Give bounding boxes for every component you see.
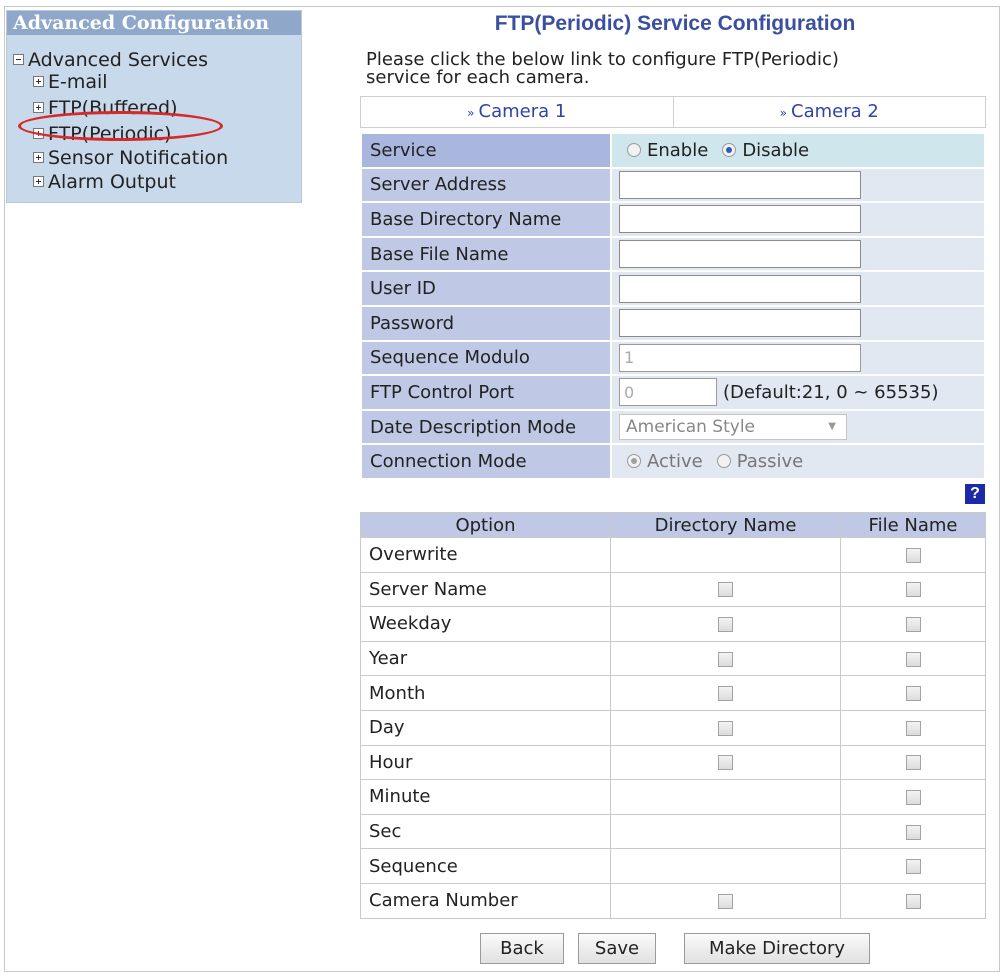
connection-active-label: Active — [647, 451, 703, 473]
options-header-row — [361, 513, 986, 538]
sidebar-item-label: Alarm Output — [48, 171, 176, 193]
service-value — [611, 133, 985, 168]
expand-icon[interactable] — [33, 102, 44, 113]
sequence-file-checkbox[interactable] — [906, 859, 921, 874]
chevron-down-icon: ▼ — [828, 421, 836, 433]
option-label: Sec — [361, 814, 611, 849]
service-config-table — [360, 132, 986, 480]
save-button[interactable]: Save — [578, 933, 656, 964]
service-label: Service — [361, 133, 611, 168]
day-file-checkbox[interactable] — [906, 721, 921, 736]
back-button[interactable]: Back — [480, 933, 564, 964]
sequence-modulo-label: Sequence Modulo — [361, 341, 611, 376]
service-disable-label: Disable — [742, 139, 810, 161]
camera-1-link[interactable] — [361, 97, 674, 127]
sec-file-checkbox[interactable] — [906, 825, 921, 840]
hour-directory-checkbox[interactable] — [718, 755, 733, 770]
collapse-icon[interactable] — [13, 54, 24, 65]
expand-icon[interactable] — [33, 152, 44, 163]
option-label: Weekday — [361, 607, 611, 642]
double-chevron-right-icon: » — [467, 106, 475, 120]
sidebar-item-sensor-notification[interactable] — [33, 147, 228, 169]
expand-icon[interactable] — [33, 76, 44, 87]
intro-text — [366, 51, 926, 87]
server-address-row — [361, 168, 985, 203]
table-row — [361, 607, 986, 642]
sequence-modulo-input[interactable] — [619, 344, 861, 372]
ftp-port-label: FTP Control Port — [361, 375, 611, 410]
month-directory-checkbox[interactable] — [718, 686, 733, 701]
weekday-directory-checkbox[interactable] — [718, 617, 733, 632]
column-header-directory-name: Directory Name — [611, 513, 841, 538]
service-enable-label: Enable — [647, 139, 709, 161]
day-directory-checkbox[interactable] — [718, 721, 733, 736]
service-enable-radio[interactable] — [627, 143, 641, 157]
connection-active-radio[interactable] — [627, 454, 641, 468]
table-row — [361, 710, 986, 745]
base-directory-label: Base Directory Name — [361, 202, 611, 237]
date-mode-select[interactable] — [619, 414, 847, 440]
camera-1-label: Camera 1 — [478, 101, 567, 122]
weekday-file-checkbox[interactable] — [906, 617, 921, 632]
table-row — [361, 676, 986, 711]
camera-2-link[interactable] — [674, 97, 986, 127]
year-file-checkbox[interactable] — [906, 652, 921, 667]
option-label: Server Name — [361, 572, 611, 607]
table-row — [361, 780, 986, 815]
password-input[interactable] — [619, 309, 861, 337]
service-disable-radio[interactable] — [722, 143, 736, 157]
column-header-option: Option — [361, 513, 611, 538]
date-mode-value: American Style — [626, 417, 756, 438]
sidebar-item-label: E-mail — [48, 71, 108, 93]
page-title: FTP(Periodic) Service Configuration — [494, 12, 856, 35]
sidebar-item-email[interactable] — [33, 71, 108, 93]
base-file-input[interactable] — [619, 240, 861, 268]
help-icon[interactable]: ? — [965, 484, 985, 504]
connection-mode-row — [361, 444, 985, 479]
option-label: Day — [361, 710, 611, 745]
base-directory-row — [361, 202, 985, 237]
sidebar-title: Advanced Configuration — [7, 11, 301, 35]
table-row — [361, 814, 986, 849]
option-label: Month — [361, 676, 611, 711]
camera-number-directory-checkbox[interactable] — [718, 894, 733, 909]
make-directory-button[interactable]: Make Directory — [684, 933, 870, 964]
options-table — [360, 512, 986, 919]
year-directory-checkbox[interactable] — [718, 652, 733, 667]
server-name-directory-checkbox[interactable] — [718, 582, 733, 597]
option-label: Overwrite — [361, 538, 611, 573]
service-row — [361, 133, 985, 168]
minute-file-checkbox[interactable] — [906, 790, 921, 805]
tree-root-advanced-services[interactable] — [13, 49, 208, 71]
expand-icon[interactable] — [33, 176, 44, 187]
server-address-label: Server Address — [361, 168, 611, 203]
server-address-input[interactable] — [619, 171, 861, 199]
sequence-modulo-row — [361, 341, 985, 376]
overwrite-file-checkbox[interactable] — [906, 548, 921, 563]
base-file-label: Base File Name — [361, 237, 611, 272]
date-mode-row — [361, 410, 985, 445]
sidebar-item-label: FTP(Periodic) — [48, 123, 172, 145]
connection-passive-label: Passive — [736, 451, 804, 473]
user-id-label: User ID — [361, 271, 611, 306]
sidebar-item-alarm-output[interactable] — [33, 171, 176, 193]
camera-2-label: Camera 2 — [791, 101, 879, 122]
server-name-file-checkbox[interactable] — [906, 582, 921, 597]
base-file-row — [361, 237, 985, 272]
table-row — [361, 745, 986, 780]
option-label: Minute — [361, 780, 611, 815]
ftp-port-row — [361, 375, 985, 410]
intro-line-2: service for each camera. — [366, 67, 590, 88]
month-file-checkbox[interactable] — [906, 686, 921, 701]
option-label: Year — [361, 641, 611, 676]
option-label: Camera Number — [361, 883, 611, 918]
base-directory-input[interactable] — [619, 205, 861, 233]
option-label: Hour — [361, 745, 611, 780]
ftp-port-hint: (Default:21, 0 ~ 65535) — [723, 381, 939, 403]
date-mode-label: Date Description Mode — [361, 410, 611, 445]
connection-passive-radio[interactable] — [717, 454, 731, 468]
camera-number-file-checkbox[interactable] — [906, 894, 921, 909]
sidebar-item-label: Sensor Notification — [48, 147, 229, 169]
sidebar — [6, 10, 302, 203]
ftp-port-input[interactable] — [619, 378, 717, 406]
camera-links — [360, 96, 986, 128]
user-id-input[interactable] — [619, 275, 861, 303]
table-row — [361, 572, 986, 607]
column-header-file-name: File Name — [841, 513, 986, 538]
password-label: Password — [361, 306, 611, 341]
double-chevron-right-icon: » — [779, 106, 788, 120]
intro-line-1: Please click the below link to configure FTP(Periodic) — [366, 49, 839, 70]
option-label: Sequence — [361, 849, 611, 884]
sidebar-item-label: FTP(Buffered) — [48, 97, 178, 119]
table-row — [361, 883, 986, 918]
table-row — [361, 849, 986, 884]
table-row — [361, 641, 986, 676]
hour-file-checkbox[interactable] — [906, 755, 921, 770]
user-id-row — [361, 271, 985, 306]
highlight-annotation — [18, 111, 223, 141]
connection-mode-label: Connection Mode — [361, 444, 611, 479]
table-row — [361, 538, 986, 573]
password-row — [361, 306, 985, 341]
tree-root-label: Advanced Services — [28, 49, 209, 71]
